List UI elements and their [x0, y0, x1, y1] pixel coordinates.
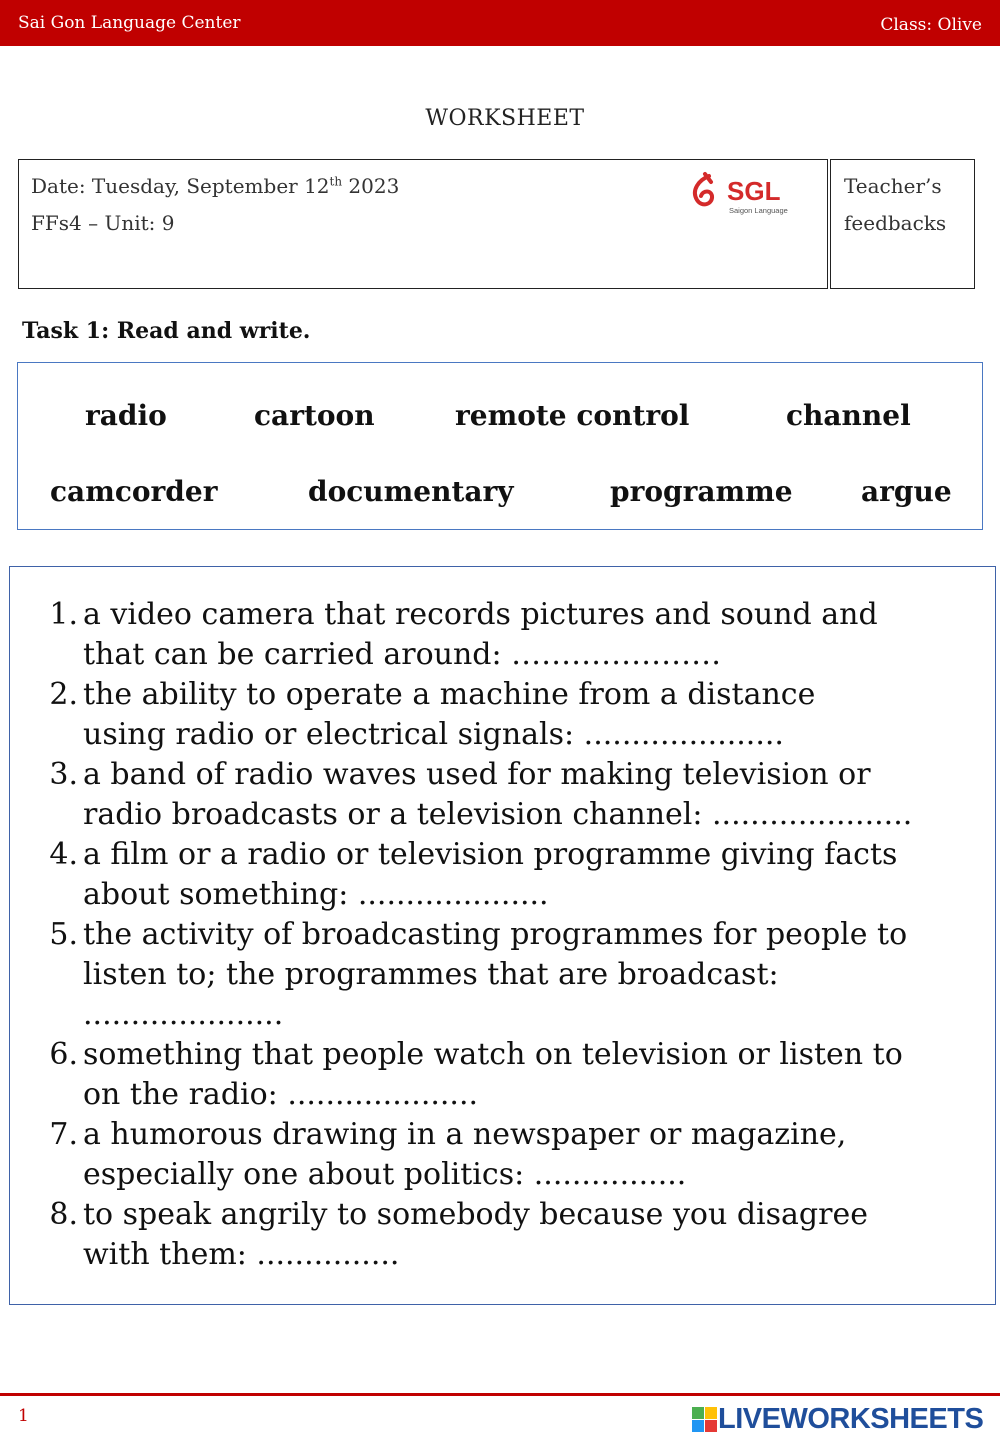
- info-box: [18, 159, 828, 289]
- footer-divider: [0, 1393, 1000, 1396]
- answer-blank-6[interactable]: on the radio: ....................: [83, 1077, 479, 1112]
- word-documentary: documentary: [308, 475, 514, 508]
- feedback-line-2: feedbacks: [844, 211, 947, 235]
- page-title: WORKSHEET: [425, 106, 585, 131]
- answer-blank-2[interactable]: using radio or electrical signals: .....................: [83, 717, 784, 752]
- date-line: Date: Tuesday, September 12th 2023: [31, 174, 400, 198]
- liveworksheets-text: LIVEWORKSHEETS: [718, 1403, 984, 1435]
- unit-line: FFs4 – Unit: 9: [31, 211, 175, 235]
- task-heading: Task 1: Read and write.: [22, 318, 311, 344]
- logo-text: SGL: [727, 176, 781, 206]
- header-bar: [0, 0, 1000, 46]
- teacher-feedback-box: [830, 159, 975, 289]
- answer-blank-1[interactable]: that can be carried around: …………………: [83, 637, 722, 672]
- answer-blank-4[interactable]: about something: ....................: [83, 877, 549, 912]
- word-programme: programme: [610, 475, 793, 508]
- liveworksheets-icon: [692, 1407, 718, 1433]
- sgl-logo: [685, 170, 795, 218]
- answer-blank-7[interactable]: especially one about politics: ................: [83, 1157, 687, 1192]
- page-number: 1: [18, 1406, 29, 1426]
- answer-blank-8[interactable]: with them: ...............: [83, 1237, 400, 1272]
- word-channel: channel: [786, 399, 911, 432]
- answer-blank-3[interactable]: radio broadcasts or a television channel: .....................: [83, 797, 913, 832]
- word-camcorder: camcorder: [50, 475, 218, 508]
- questions-box: 1. a video camera that records pictures and sound and that can be carried around: ………………… 2. the ability to operate a machine from a distance using radio or electrical signals: ..................... 3. a band of radio waves used for making television or radio broadcasts or a television channel: ..................... 4. a film or a radio or television programme giving facts about something: .................... 5. the activity of broadcasting programmes for people to listen to; the programmes that are broadcast: ..................... 6. something that people watch on television or listen to on the radio: .................... 7. a humorous drawing in a newspaper or magazine, especially one about politics: ................ 8. to speak angrily to somebody because you disagree with them: ...............: [9, 566, 996, 1305]
- answer-blank-5[interactable]: .....................: [83, 997, 284, 1032]
- word-remote-control: remote control: [455, 399, 690, 432]
- word-argue: argue: [861, 475, 952, 508]
- class-label: Class: Olive: [880, 15, 982, 35]
- logo-subtext: Saigon Language: [729, 206, 788, 215]
- word-cartoon: cartoon: [254, 399, 375, 432]
- school-name: Sai Gon Language Center: [18, 13, 241, 33]
- word-radio: radio: [85, 399, 167, 432]
- word-bank: [17, 362, 983, 530]
- feedback-line-1: Teacher’s: [844, 174, 942, 198]
- liveworksheets-brand[interactable]: [692, 1402, 992, 1436]
